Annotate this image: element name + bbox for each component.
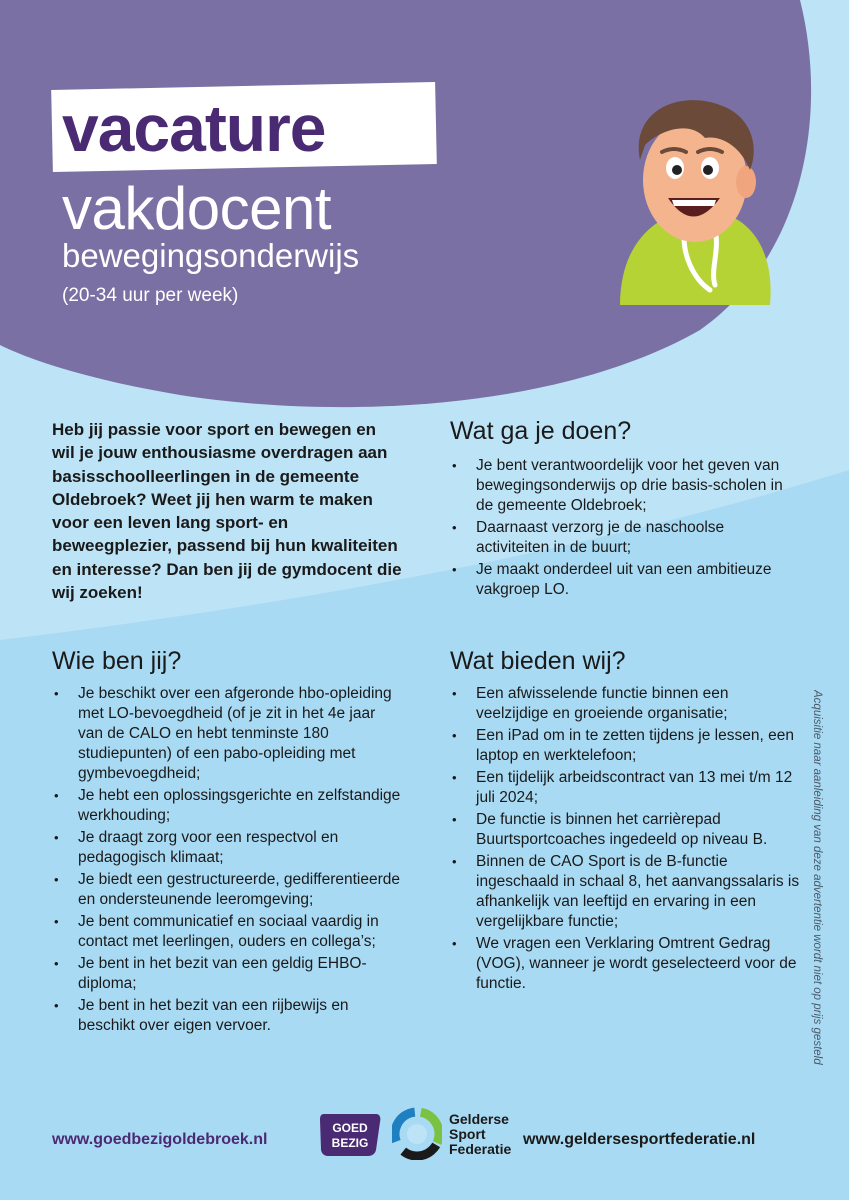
section-heading: Wie ben jij? — [52, 647, 182, 675]
list-item: • Je biedt een gestructureerde, gedifferentieerde en ondersteunende leeromgeving; — [52, 870, 402, 910]
section-heading: Wat ga je doen? — [450, 417, 632, 445]
gsf-logo-icon — [392, 1106, 442, 1160]
page-subtitle: bewegingsonderwijs — [62, 237, 360, 274]
side-note — [806, 690, 828, 1120]
section-wie-ben — [52, 646, 402, 1038]
section-wat-doen — [450, 416, 800, 602]
list-item: • Je bent in het bezit van een geldig EHBO- diploma; — [52, 954, 402, 994]
intro-text: Heb jij passie voor sport en bewegen en wil je jouw enthousiasme overdragen aan basisschoolleerlingen in de gemeente Oldebroek? Weet jij hen warm te maken voor een leven lang sport- en beweegplezier, passend bij hun kwaliteiten en interesse? Dan ben jij de gymdocent die wij zoeken! — [52, 420, 402, 603]
list-item: • Je hebt een oplossingsgerichte en zelfstandige werkhouding; — [52, 786, 402, 826]
list-item: • Binnen de CAO Sport is de B-functie ingeschaald in schaal 8, het aanvangssalaris is afhankelijk van leeftijd en ervaring in een vergelijkbare functie; — [450, 852, 800, 932]
list-item: • Daarnaast verzorg je de naschoolse activiteiten in de buurt; — [450, 518, 800, 558]
gsf-line3: Federatie — [449, 1141, 512, 1157]
mascot-illustration — [600, 90, 780, 305]
goed-bezig-line1: GOED — [332, 1121, 368, 1135]
page-title: vakdocent — [62, 175, 332, 242]
list-item: • Een tijdelijk arbeidscontract van 13 mei t/m 12 juli 2024; — [450, 768, 800, 808]
list-item: • Je bent in het bezit van een rijbewijs en beschikt over eigen vervoer. — [52, 996, 402, 1036]
list-item: • We vragen een Verklaring Omtrent Gedrag (VOG), wanneer je wordt geselecteerd voor de functie. — [450, 934, 800, 994]
goed-bezig-logo — [318, 1110, 382, 1158]
list-item: • Je bent communicatief en sociaal vaardig in contact met leerlingen, ouders en collega’s; — [52, 912, 402, 952]
goed-bezig-line2: BEZIG — [331, 1136, 369, 1150]
list-item: • Je maakt onderdeel uit van een ambitieuze vakgroep LO. — [450, 560, 800, 600]
bullet-list — [450, 684, 800, 994]
list-item: • Je bent verantwoordelijk voor het geven van bewegingsonderwijs op drie basis-scholen in de gemeente Oldebroek; — [450, 456, 800, 516]
footer-link-gsf[interactable]: www.geldersesportfederatie.nl — [523, 1131, 756, 1148]
bullet-list — [52, 684, 402, 1036]
list-item: • De functie is binnen het carrièrepad Buurtsportcoaches ingedeeld op niveau B. — [450, 810, 800, 850]
bullet-list — [450, 456, 800, 600]
list-item: • Een afwisselende functie binnen een veelzijdige en groeiende organisatie; — [450, 684, 800, 724]
list-item: • Je beschikt over een afgeronde hbo-opleiding met LO-bevoegdheid (of je zit in het 4e jaar van de CALO en hebt tenminste 180 studiepunten) of een pabo-opleiding met gymbevoegdheid; — [52, 684, 402, 784]
vacature-label: vacature — [62, 91, 326, 165]
hours-note: (20-34 uur per week) — [62, 285, 239, 306]
side-note-text: Acquisitie naar aanleiding van deze advertentie wordt niet op prijs gesteld — [811, 690, 823, 1065]
list-item: • Je draagt zorg voor een respectvol en pedagogisch klimaat; — [52, 828, 402, 868]
gsf-line1: Gelderse — [449, 1111, 509, 1127]
section-heading: Wat bieden wij? — [450, 647, 626, 675]
list-item: • Een iPad om in te zetten tijdens je lessen, een laptop en werktelefoon; — [450, 726, 800, 766]
gsf-logo-text — [449, 1112, 511, 1157]
footer-link-goedbezig[interactable]: www.goedbezigoldebroek.nl — [52, 1131, 268, 1148]
gsf-line2: Sport — [449, 1126, 486, 1142]
section-wat-bieden — [450, 646, 800, 996]
